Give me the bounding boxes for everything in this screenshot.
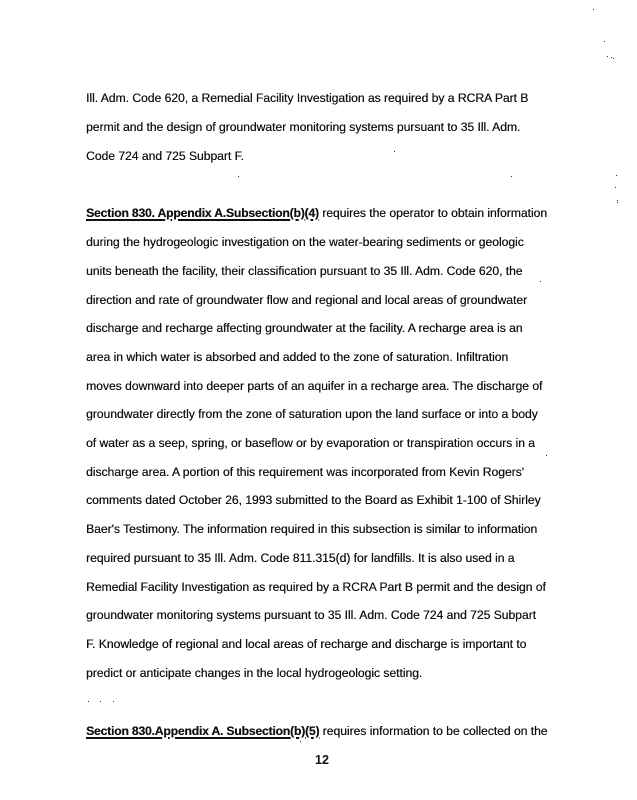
page-number: 12 [315,753,329,767]
scan-speck [617,200,618,201]
paragraph-2-line-16: F. Knowledge of regional and local areas of recharge and discharge is important to [86,637,527,651]
paragraph-2-first-line [86,206,547,220]
scan-speck [607,56,608,57]
scan-speck [100,701,101,702]
paragraph-2-line-10: discharge area. A portion of this requirement was incorporated from Kevin Rogers' [86,465,524,479]
paragraph-2-line-3: units beneath the facility, their classification pursuant to 35 Ill. Adm. Code 620, the [86,264,523,278]
paragraph-2-line-2: during the hydrogeologic investigation on the water-bearing sediments or geologic [86,235,524,249]
section-heading-b5: Section 830.Appendix A. Subsection(b)(5) [86,724,320,738]
scan-speck [611,57,612,58]
paragraph-2-first-line-text: requires the operator to obtain information [318,206,548,220]
scan-speck [617,202,618,203]
scan-speck [394,151,395,152]
paragraph-3-first-line [86,724,547,738]
paragraph-1-line-1: Ill. Adm. Code 620, a Remedial Facility Investigation as required by a RCRA Part B [86,91,529,105]
scan-speck [540,281,541,282]
paragraph-2-line-17: predict or anticipate changes in the local hydrogeologic setting. [86,666,423,680]
paragraph-2-line-13: required pursuant to 35 Ill. Adm. Code 811.315(d) for landfills. It is also used in a [86,551,515,565]
paragraph-2-line-6: area in which water is absorbed and added to the zone of saturation. Infiltration [86,350,509,364]
scan-speck [616,175,617,176]
paragraph-3-first-line-text: requires information to be collected on the [319,724,548,738]
scan-speck [511,176,512,177]
scan-speck [593,9,594,10]
paragraph-1-line-3: Code 724 and 725 Subpart F. [86,149,244,163]
scan-speck [615,187,616,188]
paragraph-2-line-4: direction and rate of groundwater flow and regional and local areas of groundwater [86,293,528,307]
scan-speck [88,701,89,702]
paragraph-1-line-2: permit and the design of groundwater monitoring systems pursuant to 35 Ill. Adm. [86,120,521,134]
scan-speck [604,41,605,42]
paragraph-2-line-11: comments dated October 26, 1993 submitted to the Board as Exhibit 1-100 of Shirley [86,493,541,507]
scan-speck [300,741,301,742]
paragraph-2-line-8: groundwater directly from the zone of saturation upon the land surface or into a body [86,407,538,421]
scan-speck [613,58,614,59]
section-heading-b4: Section 830. Appendix A.Subsection(b)(4) [86,206,319,220]
paragraph-2-line-12: Baer's Testimony. The information required in this subsection is similar to information [86,522,538,536]
paragraph-2-line-7: moves downward into deeper parts of an aquifer in a recharge area. The discharge of [86,379,543,393]
paragraph-2-line-15: groundwater monitoring systems pursuant to 35 Ill. Adm. Code 724 and 725 Subpart [86,608,536,622]
scan-speck [113,701,114,702]
paragraph-2-line-9: of water as a seep, spring, or baseflow or by evaporation or transpiration occurs in a [86,436,535,450]
paragraph-2-line-5: discharge and recharge affecting groundwater at the facility. A recharge area is an [86,321,523,335]
scan-speck [546,455,547,456]
paragraph-2-line-14: Remedial Facility Investigation as required by a RCRA Part B permit and the design of [86,580,546,594]
scan-speck [238,176,239,177]
